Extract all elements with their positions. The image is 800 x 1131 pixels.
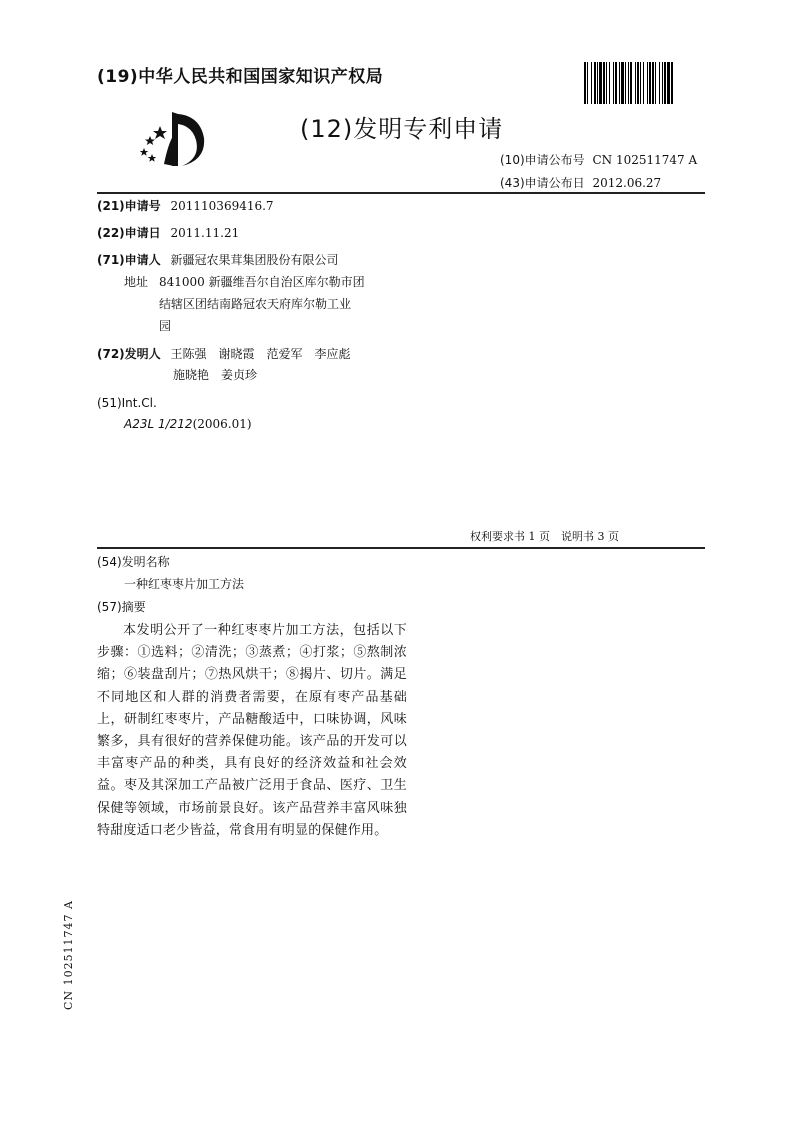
abstract-body: 本发明公开了一种红枣枣片加工方法，包括以下步骤：①选料；②清洗；③蒸煮；④打浆；⑤熬制浓缩；⑥装盘刮片；⑦热风烘干；⑧揭片、切片。满足不同地区和人群的消费者需要，在原有枣产品基础上，研制红枣枣片，产品糖酸适中，口味协调，风味繁多，具有很好的营养保健功能。该产品的开发可以丰富枣产品的种类，具有良好的经济效益和社会效益。枣及其深加工产品被广泛用于食品、医疗、卫生保健等领域，市场前景良好。该产品营养丰富风味独特甜度适口老少皆益，常食用有明显的保健作用。 xyxy=(97,623,407,838)
invention-title-text: 一种红枣枣片加工方法 xyxy=(124,577,245,591)
address-line-3-text: 园 xyxy=(159,319,172,333)
applicant-label: (71)申请人 xyxy=(97,253,161,267)
inventors-line-1: 王陈强 谢晓霞 范爱军 李应彪 xyxy=(170,347,351,361)
invention-title-label-text: (54)发明名称 xyxy=(97,555,170,569)
publication-number-label: (10)申请公布号 xyxy=(500,153,585,167)
section-divider xyxy=(97,547,705,549)
ipc-class-code: A23L 1/212 xyxy=(124,417,193,431)
abstract-label-text: (57)摘要 xyxy=(97,600,146,614)
inventors-label: (72)发明人 xyxy=(97,347,161,361)
address-line-1 xyxy=(159,272,365,292)
application-number-value: 201110369416.7 xyxy=(170,199,274,213)
application-number-label: (21)申请号 xyxy=(97,199,161,213)
inventors-line-2 xyxy=(173,365,257,385)
address-line-1-text: 841000 新疆维吾尔自治区库尔勒市团 xyxy=(159,275,365,289)
header-divider xyxy=(97,192,705,194)
application-date-value: 2011.11.21 xyxy=(170,226,240,240)
invention-title xyxy=(124,574,244,594)
publication-number-value: CN 102511747 A xyxy=(592,153,698,167)
ipc-class-version: (2006.01) xyxy=(192,417,252,431)
address-line-3 xyxy=(159,316,171,336)
application-number-field xyxy=(97,196,274,216)
barcode-icon xyxy=(584,62,706,104)
application-date-label: (22)申请日 xyxy=(97,226,161,240)
ipc-label xyxy=(97,393,157,413)
address-label: 地址 xyxy=(124,275,149,289)
publication-date-label: (43)申请公布日 xyxy=(500,176,585,190)
pages-note: 权利要求书 1 页 说明书 3 页 xyxy=(470,530,619,543)
applicant-value: 新疆冠农果茸集团股份有限公司 xyxy=(170,253,339,267)
patent-office-name: (19)中华人民共和国国家知识产权局 xyxy=(97,67,384,87)
barcode-bar xyxy=(671,62,673,104)
address-line-2-text: 结辖区团结南路冠农天府库尔勒工业 xyxy=(159,297,352,311)
address-line-2 xyxy=(159,294,351,314)
inventors-field xyxy=(97,344,351,364)
cnipa-emblem-icon xyxy=(130,104,210,170)
publication-date-row xyxy=(500,174,661,191)
ipc-classification xyxy=(124,414,252,434)
applicant-field xyxy=(97,250,339,270)
invention-title-label xyxy=(97,552,170,572)
application-date-field xyxy=(97,223,239,243)
inventors-line-2-text: 施晓艳 姜贞珍 xyxy=(173,368,258,382)
document-type-title: (12)发明专利申请 xyxy=(300,115,504,143)
ipc-label-text: (51)Int.Cl. xyxy=(97,396,157,410)
publication-date-value: 2012.06.27 xyxy=(592,176,662,190)
side-publication-number: CN 102511747 A xyxy=(62,900,75,1010)
publication-number-row xyxy=(500,151,697,168)
abstract-label xyxy=(97,597,146,617)
